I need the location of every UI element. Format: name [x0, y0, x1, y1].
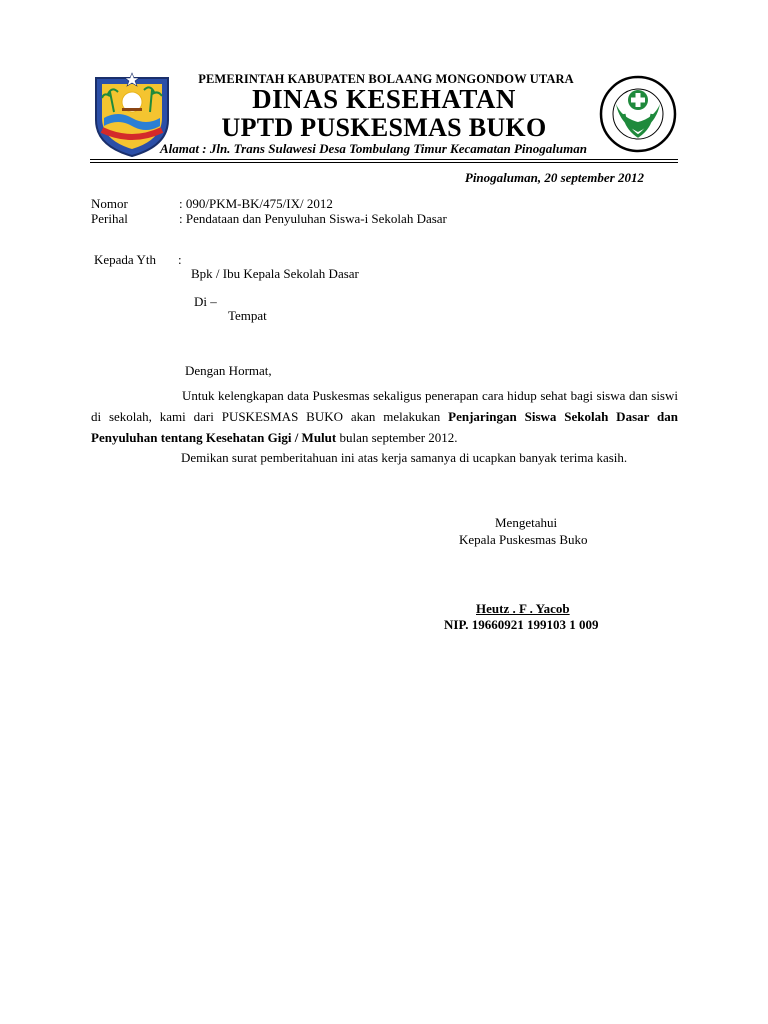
recipient-label: Kepada Yth [94, 252, 156, 267]
body-paragraph-1-start: Untuk kelengkapan data Puskesmas sekaligus penerapan cara hidup sehat bagi siswa dan siswi di sekolah, kami dari PUSKESMAS BUKO akan melakukan [91, 388, 678, 424]
signature-nip: NIP. 19660921 199103 1 009 [444, 617, 599, 632]
government-name: PEMERINTAH KABUPATEN BOLAANG MONGONDOW UTARA [198, 72, 574, 86]
recipient-place: Tempat [228, 308, 267, 323]
signature-name: Heutz . F . Yacob [476, 601, 570, 616]
signature-acknowledge: Mengetahui [495, 515, 558, 530]
recipient-di: Di – [194, 294, 217, 309]
greeting: Dengan Hormat, [185, 363, 272, 378]
body-paragraph-1-emphasis: Penjaringan Siswa Sekolah Dasar dan Penyuluhan tentang Kesehatan Gigi / Mulut [91, 409, 678, 445]
nomor-label: Nomor [91, 196, 128, 211]
letter-date: Pinogaluman, 20 september 2012 [464, 170, 644, 185]
signature-title: Kepala Puskesmas Buko [459, 532, 588, 547]
body-paragraph-1 [91, 385, 678, 448]
body-paragraph-2: Demikan surat pemberitahuan ini atas kerja samanya di ucapkan banyak terima kasih. [181, 450, 628, 465]
header-divider-thick [90, 159, 678, 160]
recipient-colon: : [178, 252, 182, 267]
header-divider-thin [90, 162, 678, 163]
perihal-value: : Pendataan dan Penyuluhan Siswa-i Sekolah Dasar [179, 211, 447, 226]
address-line: Alamat : Jln. Trans Sulawesi Desa Tombulang Timur Kecamatan Pinogaluman [160, 141, 587, 156]
unit-title: UPTD PUSKESMAS BUKO [221, 113, 547, 142]
bakti-husada-logo [598, 74, 678, 154]
perihal-label: Perihal [91, 211, 128, 226]
body-paragraph-1-end: bulan september 2012. [336, 430, 458, 445]
nomor-value: : 090/PKM-BK/475/IX/ 2012 [179, 196, 333, 211]
recipient-name: Bpk / Ibu Kepala Sekolah Dasar [191, 266, 359, 281]
department-title: DINAS KESEHATAN [252, 84, 516, 114]
